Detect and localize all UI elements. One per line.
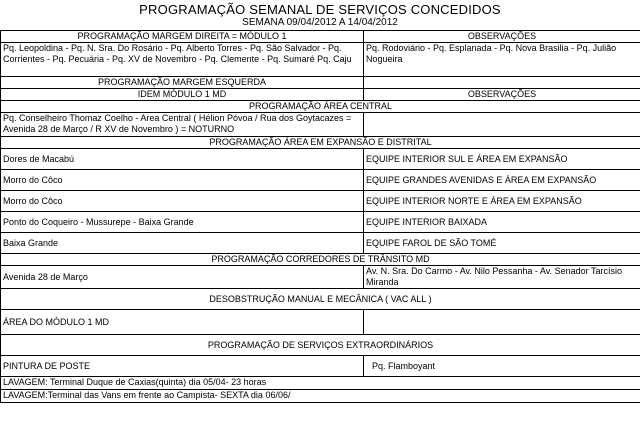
table-row <box>1 390 640 403</box>
idem-modulo-cell: IDEM MÓDULO 1 MD <box>1 89 364 101</box>
table-row <box>1 77 640 89</box>
margem-direita-observacoes: Pq. Rodoviário - Pq. Esplanada - Pq. Nova Brasilia - Pq. Julião Nogueira <box>364 43 640 77</box>
table-row <box>1 31 640 43</box>
corredores-header: PROGRAMAÇÃO CORREDORES DE TRÂNSITO MD <box>1 254 640 266</box>
table-row <box>1 101 640 113</box>
empty-cell <box>364 77 640 89</box>
expansao-team: EQUIPE GRANDES AVENIDAS E ÁREA EM EXPANSÃO <box>364 170 640 191</box>
desobstrucao-cell: ÁREA DO MÓDULO 1 MD <box>1 310 364 335</box>
table-row <box>1 43 640 77</box>
margem-direita-header: PROGRAMAÇÃO MARGEM DIREITA = MÓDULO 1 <box>1 31 364 43</box>
observacoes-header: OBSERVAÇÕES <box>364 31 640 43</box>
expansao-location: Dores de Macabú <box>1 149 364 170</box>
expansao-team: EQUIPE INTERIOR NORTE E ÁREA EM EXPANSÃO <box>364 191 640 212</box>
services-table <box>0 30 640 403</box>
table-row <box>1 377 640 390</box>
expansao-header: PROGRAMAÇÃO ÁREA EM EXPANSÃO E DISTRITAL <box>1 137 640 149</box>
table-row <box>1 113 640 137</box>
area-central-header: PROGRAMAÇÃO ÁREA CENTRAL <box>1 101 640 113</box>
table-row <box>1 310 640 335</box>
page-title: PROGRAMAÇÃO SEMANAL DE SERVIÇOS CONCEDIDOS <box>139 2 501 17</box>
table-row <box>1 266 640 289</box>
table-row <box>1 335 640 356</box>
table-row <box>1 356 640 377</box>
expansao-location: Morro do Côco <box>1 170 364 191</box>
expansao-team: EQUIPE FAROL DE SÃO TOMÉ <box>364 233 640 254</box>
expansao-location: Ponto do Coqueiro - Mussurepe - Baixa Grande <box>1 212 364 233</box>
lavagem-row: LAVAGEM:Terminal das Vans em frente ao Campista- SEXTA dia 06/06/ <box>1 390 640 403</box>
expansao-team: EQUIPE INTERIOR SUL E ÁREA EM EXPANSÃO <box>364 149 640 170</box>
table-row <box>1 170 640 191</box>
corredores-observacoes: Av. N. Sra. Do Carmo - Av. Nilo Pessanha - Av. Senador Tarcísio Miranda <box>364 266 640 289</box>
table-row <box>1 149 640 170</box>
table-row <box>1 89 640 101</box>
empty-cell <box>364 113 640 137</box>
observacoes-header-2: OBSERVAÇÕES <box>364 89 640 101</box>
extraordinarios-service: PINTURA DE POSTE <box>1 356 364 377</box>
desobstrucao-header: DESOBSTRUÇÃO MANUAL E MECÂNICA ( VAC ALL ) <box>1 289 640 310</box>
expansao-location: Baixa Grande <box>1 233 364 254</box>
week-subtitle: SEMANA 09/04/2012 A 14/04/2012 <box>242 17 398 28</box>
table-row <box>1 233 640 254</box>
margem-esquerda-header: PROGRAMAÇÃO MARGEM ESQUERDA <box>1 77 364 89</box>
table-row <box>1 254 640 266</box>
extraordinarios-header: PROGRAMAÇÃO DE SERVIÇOS EXTRAORDINÁRIOS <box>1 335 640 356</box>
corredores-cell: Avenida 28 de Março <box>1 266 364 289</box>
lavagem-row: LAVAGEM: Terminal Duque de Caxias(quinta) dia 05/04- 23 horas <box>1 377 640 390</box>
table-row <box>1 137 640 149</box>
table-row <box>1 191 640 212</box>
expansao-location: Morro do Côco <box>1 191 364 212</box>
table-row <box>1 212 640 233</box>
empty-cell <box>364 310 640 335</box>
margem-direita-parks: Pq. Leopoldina - Pq. N. Sra. Do Rosário - Pq. Alberto Torres - Pq. São Salvador - Pq. Corrientes - Pq. Pecuária - Pq. XV de Novembro - Pq. Clemente - Pq. Sumaré Pq. Caju <box>1 43 364 77</box>
table-row <box>1 289 640 310</box>
extraordinarios-location: Pq. Flamboyant <box>364 356 640 377</box>
expansao-team: EQUIPE INTERIOR BAIXADA <box>364 212 640 233</box>
area-central-cell: Pq. Conselheiro Thomaz Coelho - Area Central ( Hélion Póvoa / Rua dos Goytacazes = Avenida 28 de Março / R XV de Novembro ) = NOTURNO <box>1 113 364 137</box>
